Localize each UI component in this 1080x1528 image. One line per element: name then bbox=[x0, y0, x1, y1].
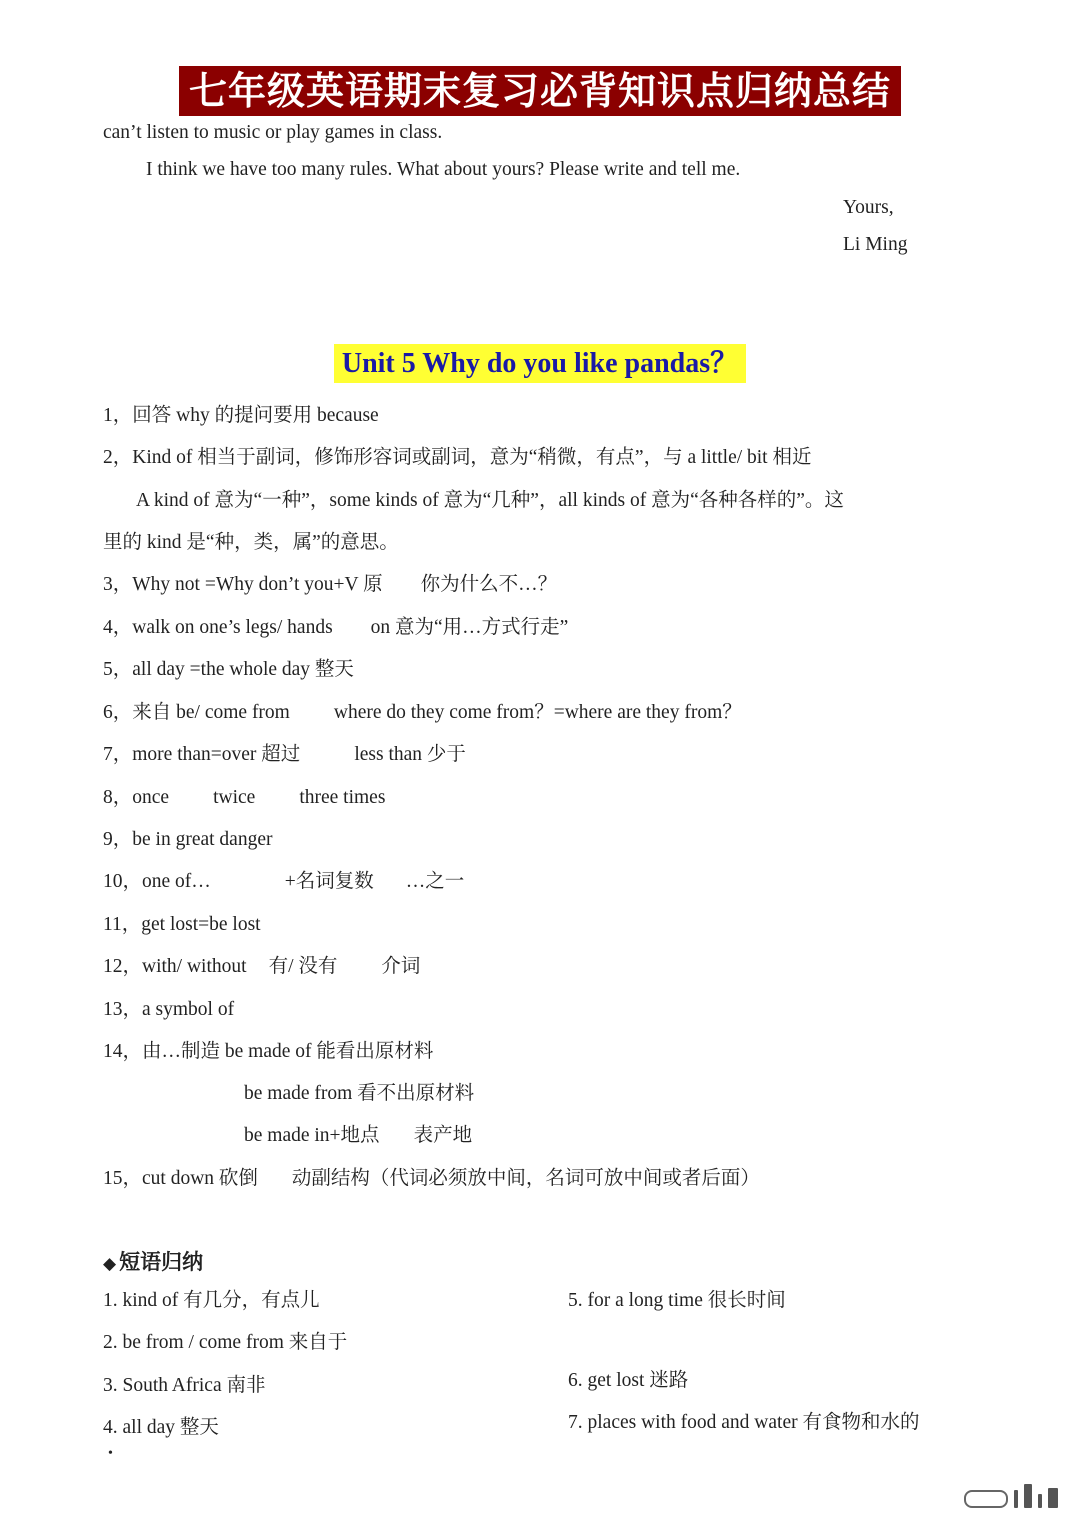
phrase-item: 5. for a long time 很长时间 bbox=[568, 1290, 786, 1311]
point-10 bbox=[103, 870, 464, 894]
point-12 bbox=[103, 955, 420, 979]
point-text: all day =the whole day 整天 bbox=[132, 659, 354, 680]
phrase-item: 3. South Africa 南非 bbox=[103, 1375, 266, 1396]
point-text: 你为什么不…？ bbox=[420, 574, 558, 595]
point-text: less than 少于 bbox=[354, 744, 466, 765]
point-num: 2， bbox=[103, 447, 133, 468]
point-2-cont2 bbox=[103, 531, 399, 555]
phrase-item: 4. all day 整天 bbox=[103, 1417, 219, 1438]
point-text: three times bbox=[299, 787, 386, 808]
phrases-heading bbox=[103, 1246, 203, 1276]
point-num: 4， bbox=[103, 617, 133, 638]
point-9 bbox=[103, 828, 273, 852]
phrase-item: 2. be from / come from 来自于 bbox=[103, 1332, 348, 1353]
letter-line-1: can’t listen to music or play games in class. bbox=[103, 122, 443, 143]
point-num: 14， bbox=[103, 1041, 143, 1062]
signal-bar-icon bbox=[1014, 1490, 1018, 1508]
point-text: 里的 kind 是“种，类，属”的意思。 bbox=[103, 532, 399, 553]
page-title-banner: 七年级英语期末复习必背知识点归纳总结 bbox=[179, 66, 901, 116]
point-text: one of… bbox=[142, 871, 211, 892]
point-6 bbox=[103, 701, 742, 725]
point-text: twice bbox=[213, 787, 256, 808]
point-text: 由…制造 be made of 能看出原材料 bbox=[142, 1041, 434, 1062]
point-text: 动副结构（代词必须放中间，名词可放中间或者后面） bbox=[291, 1168, 760, 1189]
point-5 bbox=[103, 658, 354, 682]
point-2 bbox=[103, 446, 811, 470]
point-7 bbox=[103, 743, 466, 767]
diamond-bullet-icon: ◆ bbox=[103, 1254, 117, 1274]
point-text: with/ without bbox=[142, 956, 247, 977]
point-text: Why not =Why don’t you+V 原 bbox=[132, 574, 383, 595]
phrase-item: 6. get lost 迷路 bbox=[568, 1370, 689, 1391]
point-text: 介词 bbox=[381, 956, 421, 977]
point-3 bbox=[103, 573, 557, 597]
point-text: …之一 bbox=[405, 871, 465, 892]
point-15 bbox=[103, 1167, 760, 1191]
point-num: 9， bbox=[103, 829, 133, 850]
point-text: A kind of 意为“一种”，some kinds of 意为“几种”，all kinds of 意为“各种各样的”。这 bbox=[136, 490, 844, 511]
point-text: walk on one’s legs/ hands bbox=[132, 617, 333, 638]
point-4 bbox=[103, 616, 568, 640]
point-text: once bbox=[132, 787, 170, 808]
toggle-icon bbox=[964, 1490, 1008, 1508]
point-num: 1， bbox=[103, 405, 133, 426]
signal-bar-icon bbox=[1048, 1488, 1058, 1508]
point-text: 回答 why 的提问要用 because bbox=[132, 405, 379, 426]
phrase-item: 1. kind of 有几分，有点儿 bbox=[103, 1290, 320, 1311]
point-text: cut down 砍倒 bbox=[142, 1168, 258, 1189]
point-num: 5， bbox=[103, 659, 133, 680]
point-8 bbox=[103, 786, 385, 810]
point-text: Kind of 相当于副词，修饰形容词或副词，意为“稍微，有点”，与 a little/ bit 相近 bbox=[132, 447, 812, 468]
point-11 bbox=[103, 913, 261, 937]
point-text: get lost=be lost bbox=[141, 914, 261, 935]
phrases-heading-label: 短语归纳 bbox=[119, 1250, 204, 1274]
point-text: where do they come from？=where are they from？ bbox=[333, 702, 742, 723]
point-num: 8， bbox=[103, 787, 133, 808]
signal-bar-icon bbox=[1038, 1494, 1042, 1508]
point-text: 来自 be/ come from bbox=[132, 702, 290, 723]
point-num: 15， bbox=[103, 1168, 143, 1189]
point-text: more than=over 超过 bbox=[132, 744, 301, 765]
point-num: 3， bbox=[103, 574, 133, 595]
point-text: be made from 看不出原材料 bbox=[244, 1083, 475, 1104]
point-text: on 意为“用…方式行走” bbox=[370, 617, 569, 638]
point-13 bbox=[103, 998, 234, 1022]
unit-title: Unit 5 Why do you like pandas？ bbox=[334, 344, 746, 383]
point-2-cont bbox=[136, 489, 844, 513]
point-text: 表产地 bbox=[413, 1125, 473, 1146]
letter-closing: Yours, bbox=[843, 197, 894, 218]
point-num: 13， bbox=[103, 999, 143, 1020]
signal-bar-icon bbox=[1024, 1484, 1032, 1508]
phrase-item: 7. places with food and water 有食物和水的 bbox=[568, 1412, 920, 1433]
status-icons bbox=[964, 1484, 1058, 1508]
point-text: be in great danger bbox=[132, 829, 273, 850]
point-text: a symbol of bbox=[142, 999, 235, 1020]
point-14-cont2 bbox=[244, 1124, 472, 1148]
point-num: 10， bbox=[103, 871, 143, 892]
point-text: 有/ 没有 bbox=[268, 956, 338, 977]
point-14-cont bbox=[244, 1082, 474, 1106]
point-text: be made in+地点 bbox=[244, 1125, 380, 1146]
point-14 bbox=[103, 1040, 433, 1064]
point-text: +名词复数 bbox=[284, 871, 374, 892]
letter-line-2: I think we have too many rules. What about yours? Please write and tell me. bbox=[146, 159, 741, 180]
point-num: 12， bbox=[103, 956, 143, 977]
point-num: 6， bbox=[103, 702, 133, 723]
point-num: 11， bbox=[103, 914, 142, 935]
point-1 bbox=[103, 404, 379, 428]
point-num: 7， bbox=[103, 744, 133, 765]
letter-signature: Li Ming bbox=[843, 234, 908, 255]
bullet-dot-icon: • bbox=[108, 1446, 113, 1461]
